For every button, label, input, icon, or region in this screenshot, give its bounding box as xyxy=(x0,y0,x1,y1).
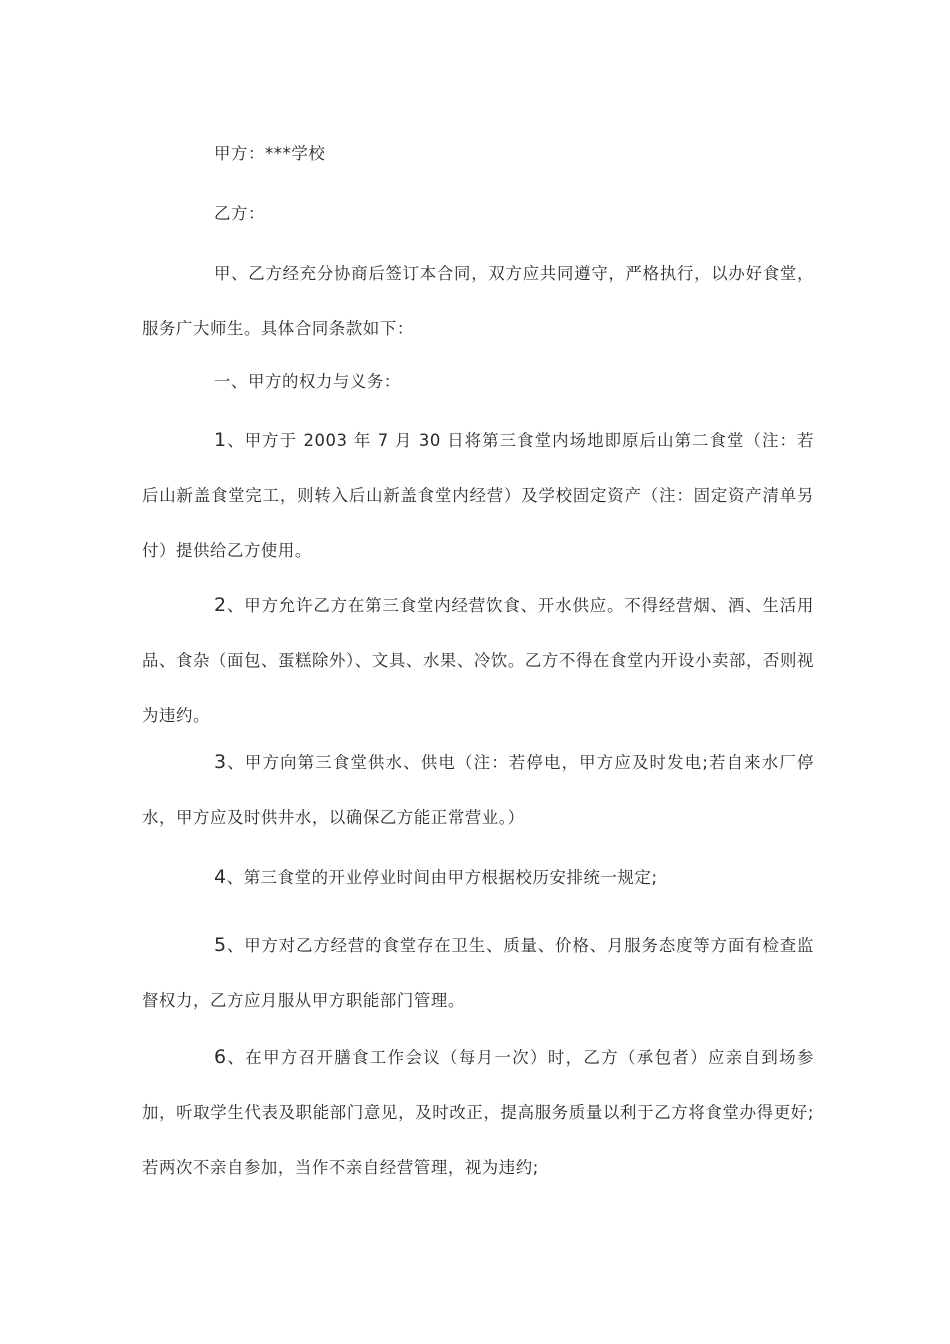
clause-number: 5 xyxy=(214,934,227,956)
clause-number: 6 xyxy=(214,1046,227,1068)
clause-number: 3 xyxy=(214,751,227,773)
party-a-line: 甲方：***学校 xyxy=(214,144,326,163)
clause-text: 、甲方于 2003 年 7 月 30 日将第三食堂内场地即原后山第二食堂（注：若后山新盖食堂完工，则转入后山新盖食堂内经营）及学校固定资产（注：固定资产清单另付）提供给乙方使用。 xyxy=(142,431,814,560)
section-heading: 一、甲方的权力与义务： xyxy=(214,372,401,391)
party-b-line: 乙方： xyxy=(214,204,265,223)
clause-4 xyxy=(142,850,814,905)
clause-3 xyxy=(142,735,814,845)
clause-text: 、甲方允许乙方在第三食堂内经营饮食、开水供应。不得经营烟、酒、生活用品、食杂（面包、蛋糕除外）、文具、水果、冷饮。乙方不得在食堂内开设小卖部，否则视为违约。 xyxy=(142,596,814,725)
clause-1 xyxy=(142,413,814,578)
clause-text: 、甲方向第三食堂供水、供电（注：若停电，甲方应及时发电;若自来水厂停水，甲方应及时供井水，以确保乙方能正常营业。） xyxy=(142,753,814,827)
clause-text: 、甲方对乙方经营的食堂存在卫生、质量、价格、月服务态度等方面有检查监督权力，乙方应月服从甲方职能部门管理。 xyxy=(142,936,814,1010)
intro-paragraph: 甲、乙方经充分协商后签订本合同，双方应共同遵守，严格执行，以办好食堂，服务广大师生。具体合同条款如下： xyxy=(142,264,814,338)
clause-number: 4 xyxy=(214,866,227,888)
clause-text: 、第三食堂的开业停业时间由甲方根据校历安排统一规定; xyxy=(226,868,658,887)
clause-number: 2 xyxy=(214,594,227,616)
clause-6 xyxy=(142,1030,814,1195)
clause-2 xyxy=(142,578,814,743)
clause-number: 1 xyxy=(214,429,227,451)
clause-5 xyxy=(142,918,814,1028)
clause-text: 、在甲方召开膳食工作会议（每月一次）时，乙方（承包者）应亲自到场参加，听取学生代表及职能部门意见，及时改正，提高服务质量以利于乙方将食堂办得更好;若两次不亲自参加，当作不亲自经营管理，视为违约; xyxy=(142,1048,814,1177)
